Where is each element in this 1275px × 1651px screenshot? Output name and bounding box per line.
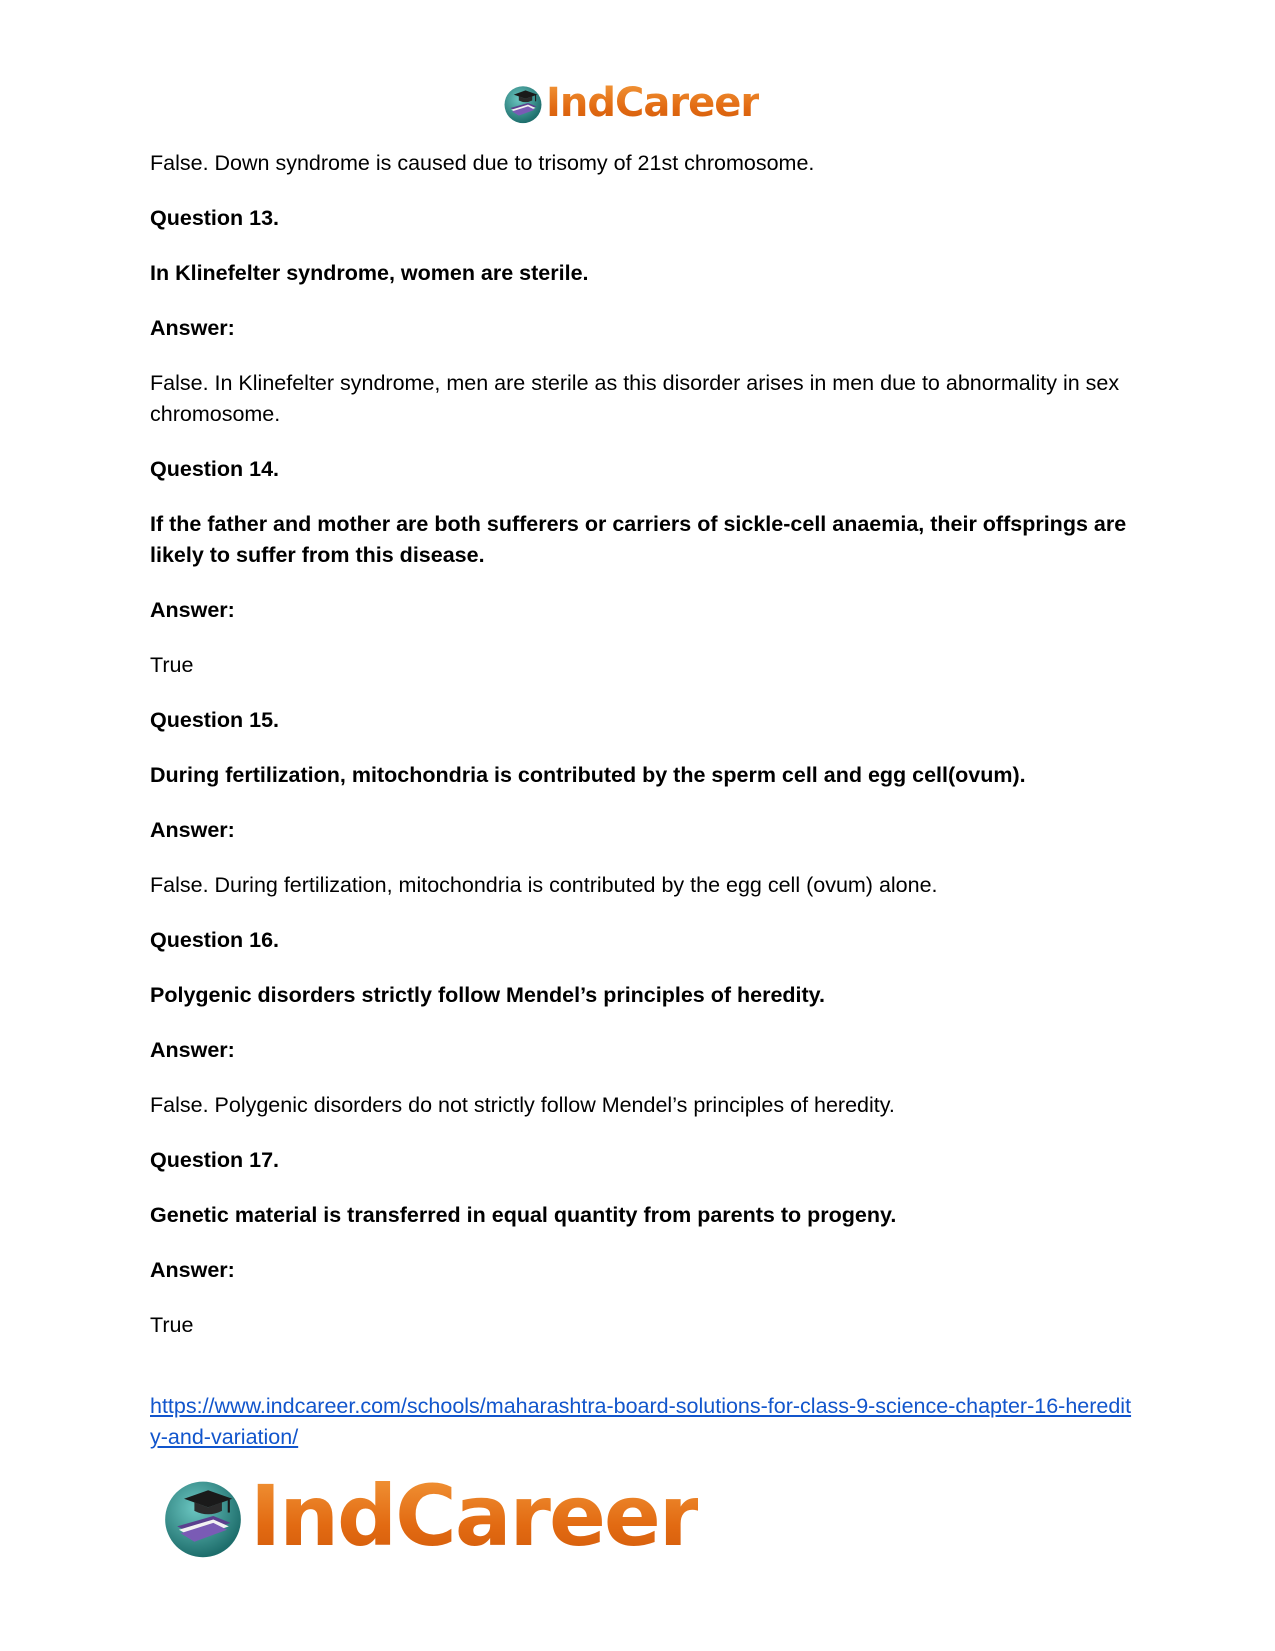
question-number: Question 15.: [150, 708, 280, 732]
answer-label: Answer:: [150, 1038, 235, 1062]
footer-logo-text: IndCareer: [250, 1467, 699, 1565]
graduation-cap-book-globe-icon: [160, 1473, 246, 1559]
answer-label: Answer:: [150, 818, 235, 842]
question-statement: If the father and mother are both sufferers or carriers of sickle-cell anaemia, their offsprings are likely to suffer from this disease.: [150, 512, 1127, 567]
footer-logo: [160, 1468, 698, 1564]
answer-text: False. During fertilization, mitochondria is contributed by the egg cell (ovum) alone.: [150, 873, 938, 897]
answer-text: False. In Klinefelter syndrome, men are sterile as this disorder arises in men due to abnormality in sex chromosome.: [150, 371, 1120, 426]
question-statement: In Klinefelter syndrome, women are sterile.: [150, 261, 589, 285]
source-link[interactable]: https://www.indcareer.com/schools/maharashtra-board-solutions-for-class-9-science-chapter-16-heredity-and-variation/: [150, 1394, 1132, 1449]
graduation-cap-book-globe-icon: [502, 82, 544, 124]
question-number: Question 17.: [150, 1148, 280, 1172]
question-statement: During fertilization, mitochondria is contributed by the sperm cell and egg cell(ovum).: [150, 763, 1026, 787]
answer-label: Answer:: [150, 1258, 235, 1282]
source-link-block: [150, 1391, 1135, 1453]
question-statement: Polygenic disorders strictly follow Mendel’s principles of heredity.: [150, 983, 826, 1007]
answer-text: True: [150, 653, 194, 677]
header-logo-text: IndCareer: [546, 80, 760, 126]
question-statement: Genetic material is transferred in equal quantity from parents to progeny.: [150, 1203, 897, 1227]
intro-answer: False. Down syndrome is caused due to trisomy of 21st chromosome.: [150, 151, 815, 175]
question-number: Question 14.: [150, 457, 280, 481]
header-logo: [502, 80, 759, 126]
answer-text: False. Polygenic disorders do not strictly follow Mendel’s principles of heredity.: [150, 1093, 895, 1117]
answer-text: True: [150, 1313, 194, 1337]
answer-label: Answer:: [150, 598, 235, 622]
answer-label: Answer:: [150, 316, 235, 340]
question-number: Question 13.: [150, 206, 280, 230]
question-number: Question 16.: [150, 928, 280, 952]
page-content: [150, 148, 1135, 1365]
